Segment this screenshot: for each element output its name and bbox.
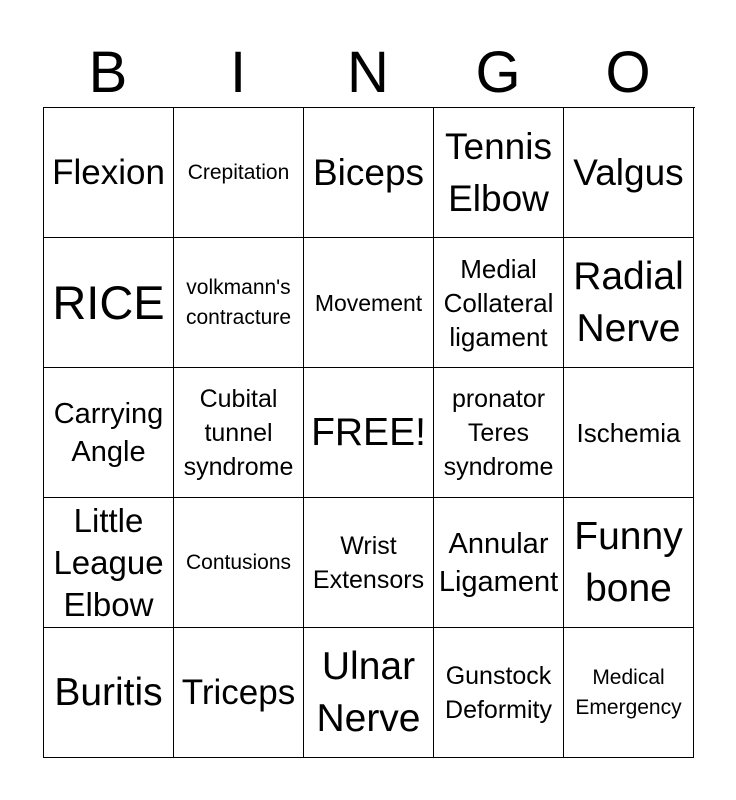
bingo-cell[interactable]: [174, 108, 304, 238]
bingo-cell[interactable]: [44, 108, 174, 238]
header-letter-o: O: [605, 40, 651, 105]
header-letter-g: G: [475, 40, 521, 105]
bingo-cell[interactable]: [564, 108, 694, 238]
cell-label: Triceps: [181, 672, 296, 712]
bingo-cell[interactable]: [44, 368, 174, 498]
cell-label: Radial Nerve: [573, 254, 684, 350]
cell-label: Medical Emergency: [575, 665, 682, 719]
cell-label: volkmann's contracture: [185, 275, 292, 329]
cell-label: Tennis Elbow: [445, 125, 552, 219]
header-letter-b: B: [88, 40, 128, 105]
cell-label: Carrying Angle: [53, 397, 164, 468]
cell-label: pronator Teres syndrome: [443, 384, 554, 481]
bingo-cell[interactable]: [174, 498, 304, 628]
bingo-cell[interactable]: [434, 628, 564, 758]
bingo-cell[interactable]: [44, 498, 174, 628]
cell-label: RICE: [52, 275, 165, 329]
bingo-header: [43, 40, 693, 106]
cell-label: Buritis: [54, 670, 163, 714]
bingo-cell[interactable]: [174, 238, 304, 368]
cell-label: Ulnar Nerve: [316, 644, 421, 740]
cell-label: Annular Ligament: [438, 527, 559, 598]
bingo-cell[interactable]: [434, 238, 564, 368]
header-letter-i: I: [229, 40, 247, 105]
bingo-cell[interactable]: [564, 238, 694, 368]
bingo-cell[interactable]: [434, 498, 564, 628]
cell-label: Movement: [314, 289, 423, 316]
cell-label: Biceps: [312, 151, 425, 193]
cell-label: Contusions: [185, 550, 292, 574]
cell-label: Wrist Extensors: [312, 531, 425, 594]
bingo-cell[interactable]: [564, 368, 694, 498]
bingo-cell[interactable]: [304, 238, 434, 368]
bingo-cell[interactable]: [304, 108, 434, 238]
cell-label: Ischemia: [576, 417, 681, 448]
cell-label: Valgus: [573, 151, 684, 193]
cell-label: Gunstock Deformity: [445, 661, 552, 724]
bingo-cell[interactable]: [174, 628, 304, 758]
cell-label: FREE!: [311, 410, 426, 454]
bingo-cell[interactable]: [304, 498, 434, 628]
bingo-cell[interactable]: [44, 238, 174, 368]
bingo-cell-free[interactable]: [304, 368, 434, 498]
cell-label: Little League Elbow: [53, 501, 164, 623]
cell-label: Medial Collateral ligament: [443, 253, 554, 352]
cell-label: Flexion: [52, 152, 165, 192]
header-letter-n: N: [347, 40, 389, 105]
cell-label: Crepitation: [187, 160, 290, 184]
bingo-cell[interactable]: [434, 108, 564, 238]
cell-label: Funny bone: [574, 514, 683, 610]
bingo-cell[interactable]: [564, 628, 694, 758]
bingo-board: [43, 107, 695, 758]
cell-label: Cubital tunnel syndrome: [183, 384, 294, 481]
bingo-cell[interactable]: [174, 368, 304, 498]
bingo-cell[interactable]: [44, 628, 174, 758]
bingo-cell[interactable]: [304, 628, 434, 758]
bingo-cell[interactable]: [564, 498, 694, 628]
bingo-cell[interactable]: [434, 368, 564, 498]
